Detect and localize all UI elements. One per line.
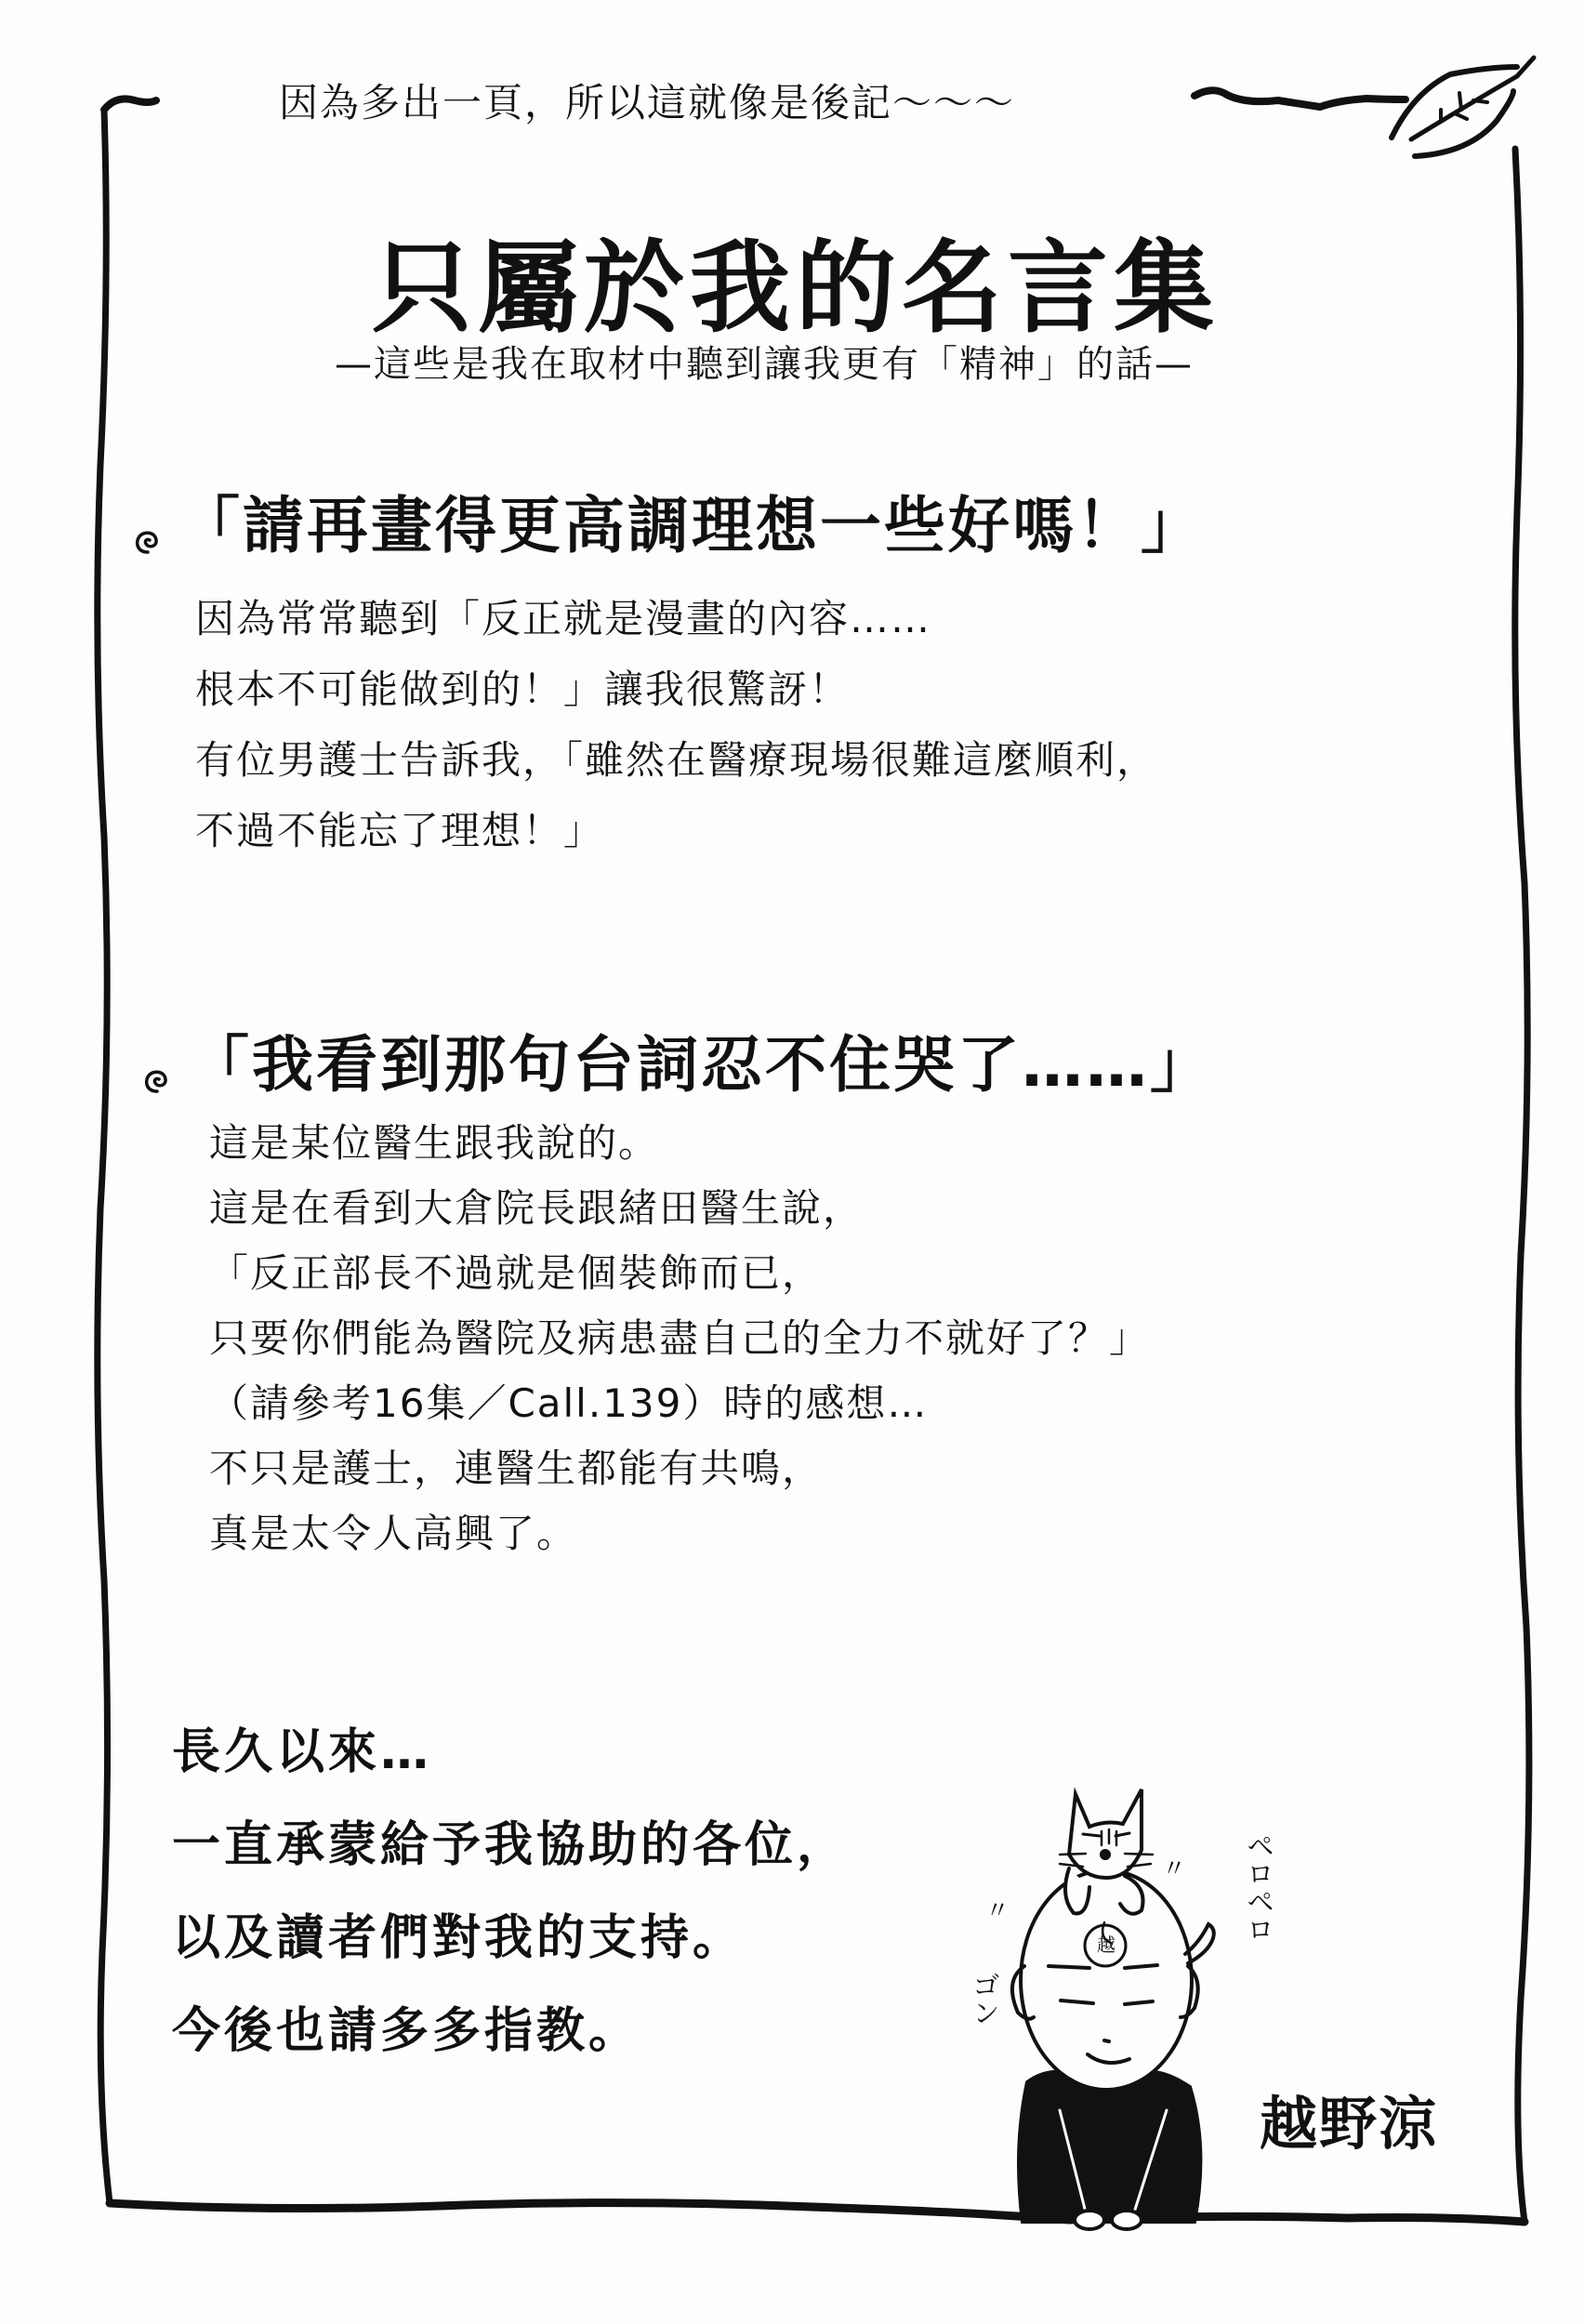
swirl-icon xyxy=(139,1042,175,1077)
sound-effect-right: ペロペロ xyxy=(1241,1831,1274,1943)
sound-effect-right-mark: 〃 xyxy=(1162,1855,1187,1883)
quote-body xyxy=(195,584,1157,866)
body-line: 這是在看到大倉院長跟緒田醫生說， xyxy=(209,1185,865,1231)
body-line: 根本不可能做到的！」讓我很驚訝！ xyxy=(195,667,851,712)
closing-line: 以及讀者們對我的支持。 xyxy=(172,1910,746,1966)
body-line: 只要你們能為醫院及病患盡自己的全力不就好了？」 xyxy=(209,1315,1151,1361)
body-line: 這是某位醫生跟我說的。 xyxy=(209,1120,660,1166)
body-line: 「反正部長不過就是個裝飾而已， xyxy=(209,1250,824,1296)
badge-text: 越 xyxy=(1097,1934,1115,1956)
closing-line: 今後也請多多指教。 xyxy=(172,2003,641,2059)
quote-heading xyxy=(139,1015,1214,1103)
body-line: 因為常常聽到「反正就是漫畫的內容…… xyxy=(195,596,932,641)
quote-heading-text: 「我看到那句台詞忍不住哭了……」 xyxy=(188,1029,1214,1101)
body-line: 不過不能忘了理想！」 xyxy=(195,808,605,853)
body-line: 真是太令人高興了。 xyxy=(209,1511,578,1556)
author-signature: 越野涼 xyxy=(1260,2090,1439,2158)
swirl-icon xyxy=(130,503,165,538)
body-line: 不只是護士，連醫生都能有共鳴， xyxy=(209,1446,824,1491)
body-line: （請參考16集／Call.139）時的感想… xyxy=(209,1380,929,1426)
closing-line: 長久以來… xyxy=(172,1724,433,1780)
page-subtitle: —這些是我在取材中聽到讓我更有「精神」的話— xyxy=(335,343,1194,386)
page-title: 只屬於我的名言集 xyxy=(372,231,1221,348)
leaf-icon xyxy=(1392,58,1534,156)
body-line: 有位男護士告訴我，「雖然在醫療現場很難這麼順利， xyxy=(195,737,1158,783)
sound-effect-left: ゴン xyxy=(967,1971,999,2027)
author-illustration xyxy=(930,1757,1413,2240)
quote-body xyxy=(209,1111,1150,1566)
quote-heading xyxy=(130,476,1205,564)
closing-line: 一直承蒙給予我協助的各位， xyxy=(172,1817,850,1873)
sound-effect-left-mark: 〃 xyxy=(985,1897,1010,1925)
preface-text: 因為多出一頁，所以這就像是後記～～～ xyxy=(279,80,1016,125)
closing-message xyxy=(172,1706,849,2078)
quote-heading-text: 「請再畫得更高調理想一些好嗎！」 xyxy=(178,490,1205,561)
